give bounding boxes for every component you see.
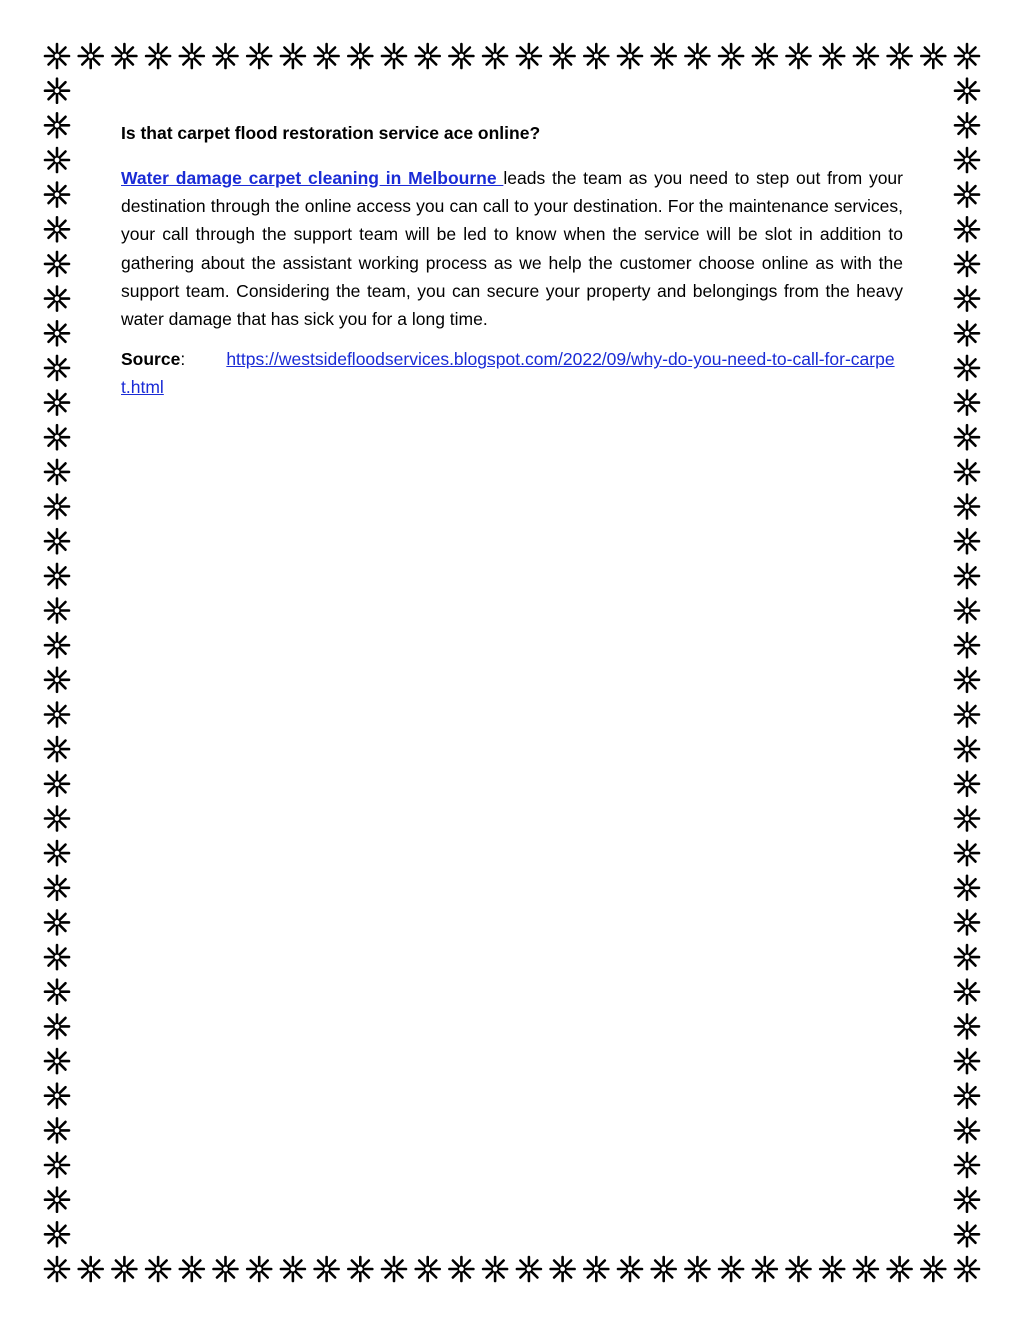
source-colon: : xyxy=(180,349,186,370)
flower-icon xyxy=(45,945,69,969)
flower-icon xyxy=(787,44,811,68)
flower-icon xyxy=(247,44,271,68)
flower-icon xyxy=(45,495,69,519)
flower-icon xyxy=(652,44,676,68)
flower-icon xyxy=(382,44,406,68)
flower-icon xyxy=(955,1084,979,1108)
flower-icon xyxy=(955,910,979,934)
flower-icon xyxy=(281,44,305,68)
flower-icon xyxy=(45,1118,69,1142)
flower-icon xyxy=(955,1014,979,1038)
flower-icon xyxy=(888,1257,912,1281)
flower-icon xyxy=(483,1257,507,1281)
flower-icon xyxy=(955,44,979,68)
flower-icon xyxy=(955,737,979,761)
flower-icon xyxy=(854,44,878,68)
flower-icon xyxy=(45,113,69,137)
flower-icon xyxy=(921,44,945,68)
flower-icon xyxy=(449,1257,473,1281)
flower-icon xyxy=(45,391,69,415)
flower-icon xyxy=(955,460,979,484)
flower-icon xyxy=(955,183,979,207)
flower-icon xyxy=(247,1257,271,1281)
flower-icon xyxy=(79,44,103,68)
flower-icon xyxy=(315,44,339,68)
flower-icon xyxy=(787,1257,811,1281)
flower-icon xyxy=(955,425,979,449)
melbourne-service-link[interactable]: Water damage carpet cleaning in Melbourne xyxy=(121,168,504,188)
flower-icon xyxy=(955,148,979,172)
flower-icon xyxy=(348,1257,372,1281)
page-title: Is that carpet flood restoration service ace online? xyxy=(121,123,541,143)
flower-icon xyxy=(180,1257,204,1281)
flower-icon xyxy=(955,841,979,865)
flower-icon xyxy=(180,44,204,68)
flower-icon xyxy=(45,807,69,831)
flower-icon xyxy=(955,1118,979,1142)
flower-icon xyxy=(584,1257,608,1281)
flower-icon xyxy=(214,44,238,68)
flower-icon xyxy=(955,1222,979,1246)
paragraph-text: leads the team as you need to step out from your destination through the online access you can call to your destination. For the maintenance services, your call through the support team will be led to know when the service will be slot in addition to gathering about the assistant working process as we help the customer choose online as with the support team. Considering the team, you can secure your property and belongings from the heavy water damage that has sick you for a long time. xyxy=(121,168,903,330)
flower-icon xyxy=(45,1014,69,1038)
flower-icon xyxy=(955,633,979,657)
flower-icon xyxy=(955,1257,979,1281)
flower-icon xyxy=(551,44,575,68)
flower-icon xyxy=(955,1049,979,1073)
flower-icon xyxy=(214,1257,238,1281)
flower-icon xyxy=(955,287,979,311)
flower-icon xyxy=(955,1153,979,1177)
flower-icon xyxy=(820,44,844,68)
flower-icon xyxy=(45,980,69,1004)
flower-icon xyxy=(45,1153,69,1177)
document-body xyxy=(121,119,903,402)
flower-icon xyxy=(45,1188,69,1212)
flower-icon xyxy=(45,44,69,68)
flower-icon xyxy=(45,876,69,900)
flower-icon xyxy=(348,44,372,68)
flower-icon xyxy=(45,217,69,241)
flower-icon xyxy=(45,599,69,623)
flower-icon xyxy=(45,1084,69,1108)
flower-icon xyxy=(112,1257,136,1281)
flower-icon xyxy=(753,44,777,68)
flower-icon xyxy=(517,44,541,68)
flower-icon xyxy=(551,1257,575,1281)
flower-icon xyxy=(45,1222,69,1246)
flower-icon xyxy=(416,1257,440,1281)
flower-icon xyxy=(45,1257,69,1281)
flower-icon xyxy=(45,737,69,761)
flower-icon xyxy=(45,252,69,276)
flower-icon xyxy=(820,1257,844,1281)
flower-icon xyxy=(921,1257,945,1281)
flower-icon xyxy=(45,910,69,934)
flower-icon xyxy=(45,772,69,796)
flower-icon xyxy=(955,356,979,380)
flower-icon xyxy=(45,183,69,207)
flower-icon xyxy=(955,668,979,692)
flower-icon xyxy=(45,1049,69,1073)
flower-icon xyxy=(315,1257,339,1281)
flower-icon xyxy=(652,1257,676,1281)
flower-icon xyxy=(45,564,69,588)
flower-icon xyxy=(719,1257,743,1281)
flower-icon xyxy=(416,44,440,68)
flower-icon xyxy=(483,44,507,68)
flower-icon xyxy=(449,44,473,68)
flower-icon xyxy=(753,1257,777,1281)
flower-icon xyxy=(955,529,979,553)
flower-icon xyxy=(382,1257,406,1281)
flower-icon xyxy=(955,772,979,796)
flower-icon xyxy=(45,841,69,865)
flower-icon xyxy=(854,1257,878,1281)
flower-icon xyxy=(45,529,69,553)
flower-icon xyxy=(45,148,69,172)
flower-icon xyxy=(146,1257,170,1281)
flower-icon xyxy=(112,44,136,68)
flower-icon xyxy=(955,321,979,345)
flower-icon xyxy=(955,980,979,1004)
flower-icon xyxy=(45,460,69,484)
flower-icon xyxy=(45,321,69,345)
flower-icon xyxy=(888,44,912,68)
flower-icon xyxy=(584,44,608,68)
flower-icon xyxy=(517,1257,541,1281)
flower-icon xyxy=(955,113,979,137)
body-paragraph xyxy=(121,164,903,333)
source-label: Source xyxy=(121,349,181,370)
flower-icon xyxy=(955,599,979,623)
flower-icon xyxy=(45,633,69,657)
flower-icon xyxy=(45,668,69,692)
source-url-link[interactable]: https://westsidefloodservices.blogspot.com/2022/09/why-do-you-need-to-call-for-carpet.html xyxy=(121,349,895,398)
flower-icon xyxy=(955,876,979,900)
flower-icon xyxy=(955,495,979,519)
flower-icon xyxy=(955,79,979,103)
flower-icon xyxy=(955,217,979,241)
flower-icon xyxy=(955,252,979,276)
flower-icon xyxy=(618,44,642,68)
flower-icon xyxy=(685,1257,709,1281)
flower-icon xyxy=(45,287,69,311)
flower-icon xyxy=(955,703,979,727)
flower-icon xyxy=(281,1257,305,1281)
flower-icon xyxy=(955,945,979,969)
source-line xyxy=(121,345,903,401)
flower-icon xyxy=(79,1257,103,1281)
flower-icon xyxy=(685,44,709,68)
flower-icon xyxy=(955,1188,979,1212)
flower-icon xyxy=(146,44,170,68)
flower-icon xyxy=(45,703,69,727)
flower-icon xyxy=(45,356,69,380)
flower-icon xyxy=(955,391,979,415)
flower-icon xyxy=(955,564,979,588)
flower-icon xyxy=(618,1257,642,1281)
flower-icon xyxy=(719,44,743,68)
flower-icon xyxy=(45,79,69,103)
flower-icon xyxy=(955,807,979,831)
flower-icon xyxy=(45,425,69,449)
